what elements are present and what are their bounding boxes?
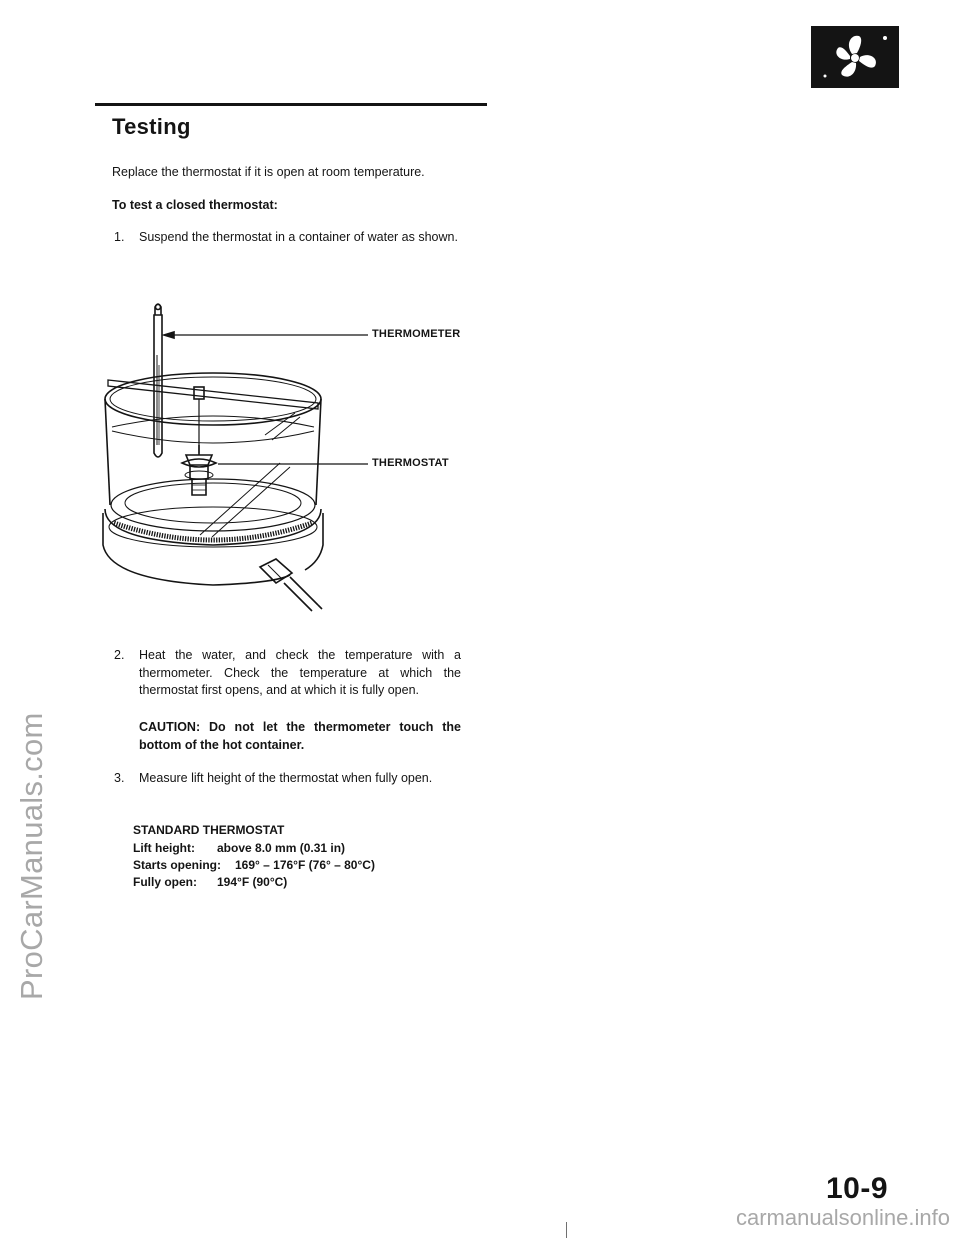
caution-text: CAUTION: Do not let the thermometer touch the bottom of the hot container. <box>139 720 461 752</box>
spec-value-lift: above 8.0 mm (0.31 in) <box>217 841 346 855</box>
thermostat-label: THERMOSTAT <box>372 457 449 469</box>
thermometer-label: THERMOMETER <box>372 328 461 340</box>
spec-value-start: 169° – 176°F (76° – 80°C) <box>235 858 375 872</box>
page-title: Testing <box>112 114 191 139</box>
step-text: Heat the water, and check the temperature with a thermometer. Check the temperature at which the thermostat first opens, and at which it is fully open. <box>139 648 461 697</box>
step-3 <box>114 770 464 810</box>
watermark-side: ProCarManuals.com <box>14 712 49 1000</box>
spec-label-full: Fully open: <box>133 875 197 889</box>
spec-value-full: 194°F (90°C) <box>217 875 288 889</box>
spec-heading: STANDARD THERMOSTAT <box>133 823 285 837</box>
spec-label-start: Starts opening: <box>133 858 222 872</box>
step-text: Suspend the thermostat in a container of water as shown. <box>139 230 458 244</box>
step-number: 3. <box>114 771 125 785</box>
heading-rule <box>95 103 487 106</box>
page-number: 10-9 <box>826 1172 889 1205</box>
fan-icon <box>811 26 899 88</box>
step-number: 1. <box>114 230 125 244</box>
footer-tick <box>566 1222 567 1238</box>
step-1 <box>114 229 464 269</box>
intro-text: Replace the thermostat if it is open at room temperature. <box>112 165 425 179</box>
spec-label-lift: Lift height: <box>133 841 195 855</box>
subheading: To test a closed thermostat: <box>112 198 278 212</box>
diagram-illustration <box>100 295 470 615</box>
step-2 <box>114 647 464 703</box>
step-number: 2. <box>114 648 125 662</box>
thermostat-test-diagram <box>100 295 470 620</box>
step-text: Measure lift height of the thermostat when fully open. <box>139 771 433 785</box>
watermark-bottom: carmanualsonline.info <box>735 1205 950 1230</box>
